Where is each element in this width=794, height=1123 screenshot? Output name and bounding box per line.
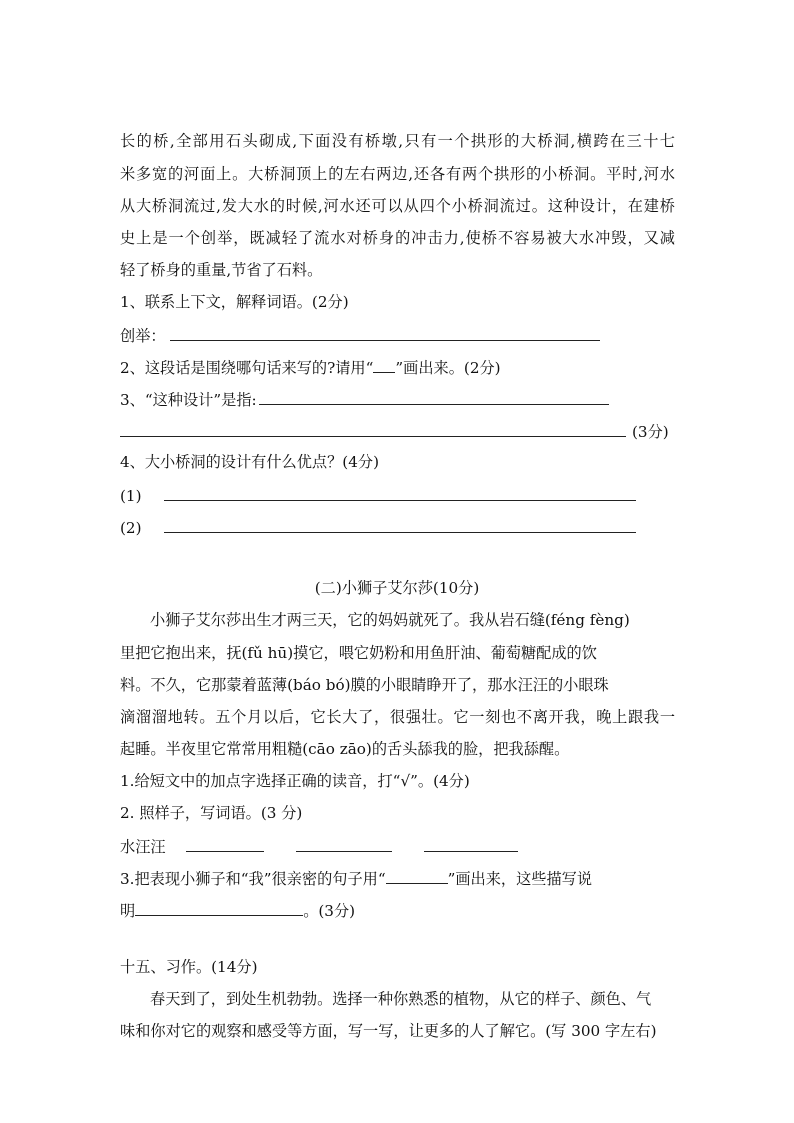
lion-passage-line-1: 小狮子艾尔莎出生才两三天，它的妈妈就死了。我从岩石缝(féng fèng)	[150, 611, 630, 629]
lion-question-3-suffix: 。(3分)	[303, 902, 356, 920]
lion-question-3	[120, 867, 592, 889]
lion-passage-line-5: 起睡。半夜里它常常用粗糙(cāo zāo)的舌头舔我的脸，把我舔醒。	[120, 740, 570, 758]
answer-blank-advantage-1[interactable]	[164, 484, 636, 501]
word-blank-1[interactable]	[186, 835, 264, 852]
section-2-title: (二)小狮子艾尔莎(10分)	[314, 579, 480, 597]
question-2-text-before: 2、这段话是围绕哪句话来写的?请用“	[120, 359, 374, 377]
question-3-prefix: 3、“这种设计”是指:	[120, 391, 257, 409]
composition-line-2: 味和你对它的观察和感受等方面，写一写，让更多的人了解它。(写 300 字左右)	[120, 1022, 657, 1040]
word-blank-2[interactable]	[296, 835, 392, 852]
lion-question-3-before: 3.把表现小狮子和“我”很亲密的句子用“	[120, 870, 386, 888]
passage-line-1: 长的桥,全部用石头砌成,下面没有桥墩,只有一个拱形的大桥洞,横跨在三十七	[120, 132, 675, 150]
item-2-label: (2)	[120, 519, 142, 537]
example-word: 水汪汪	[120, 838, 166, 856]
passage-line-2: 米多宽的河面上。大桥洞顶上的左右两边,还各有两个拱形的小桥洞。平时,河水	[120, 165, 675, 183]
lion-question-3-prefix: 明	[120, 902, 136, 920]
lion-question-2-answers	[120, 835, 518, 857]
answer-blank-chuangju[interactable]	[170, 324, 600, 341]
answer-blank-design-1[interactable]	[259, 388, 609, 405]
sample-underline	[373, 356, 395, 373]
question-4-item-1	[120, 484, 636, 506]
lion-question-2: 2. 照样子，写词语。(3 分)	[120, 804, 303, 822]
lion-question-1: 1.给短文中的加点字选择正确的读音，打“√”。(4分)	[120, 772, 470, 790]
question-3-line-2	[120, 420, 669, 442]
question-2	[120, 356, 501, 378]
sample-underline-2	[386, 867, 448, 884]
passage-line-4: 史上是一个创举，既减轻了流水对桥身的冲击力,使桥不容易被大水冲毁，又减	[120, 229, 675, 247]
question-3-score: (3分)	[632, 423, 669, 441]
lion-question-3-line-2	[120, 899, 355, 921]
question-2-text-after: ”画出来。(2分)	[395, 359, 501, 377]
lion-passage-line-4: 滴溜溜地转。五个月以后，它长大了，很强壮。它一刻也不离开我，晚上跟我一	[120, 708, 675, 726]
question-1-answer-row	[120, 324, 600, 346]
lion-passage-line-3: 料。不久，它那蒙着蓝薄(báo bó)膜的小眼睛睁开了，那水汪汪的小眼珠	[120, 676, 609, 694]
answer-blank-design-2[interactable]	[120, 420, 626, 437]
section-15-title: 十五、习作。(14分)	[120, 958, 258, 976]
question-4-title: 4、大小桥洞的设计有什么优点？(4分)	[120, 453, 379, 471]
lion-passage-line-2: 里把它抱出来，抚(fǔ hū)摸它，喂它奶粉和用鱼肝油、葡萄糖配成的饮	[120, 644, 597, 662]
word-label: 创举：	[120, 327, 166, 345]
answer-blank-description[interactable]	[135, 899, 303, 916]
passage-line-5: 轻了桥身的重量,节省了石料。	[120, 261, 323, 279]
question-1-title: 1、联系上下文，解释词语。(2分)	[120, 293, 349, 311]
lion-question-3-after: ”画出来，这些描写说	[447, 870, 593, 888]
word-blank-3[interactable]	[424, 835, 518, 852]
passage-line-3: 从大桥洞流过,发大水的时候,河水还可以从四个小桥洞流过。这种设计，在建桥	[120, 197, 675, 215]
question-3	[120, 388, 609, 410]
composition-line-1: 春天到了，到处生机勃勃。选择一种你熟悉的植物，从它的样子、颜色、气	[150, 990, 652, 1008]
question-4-item-2	[120, 516, 636, 538]
answer-blank-advantage-2[interactable]	[164, 516, 636, 533]
item-1-label: (1)	[120, 487, 142, 505]
